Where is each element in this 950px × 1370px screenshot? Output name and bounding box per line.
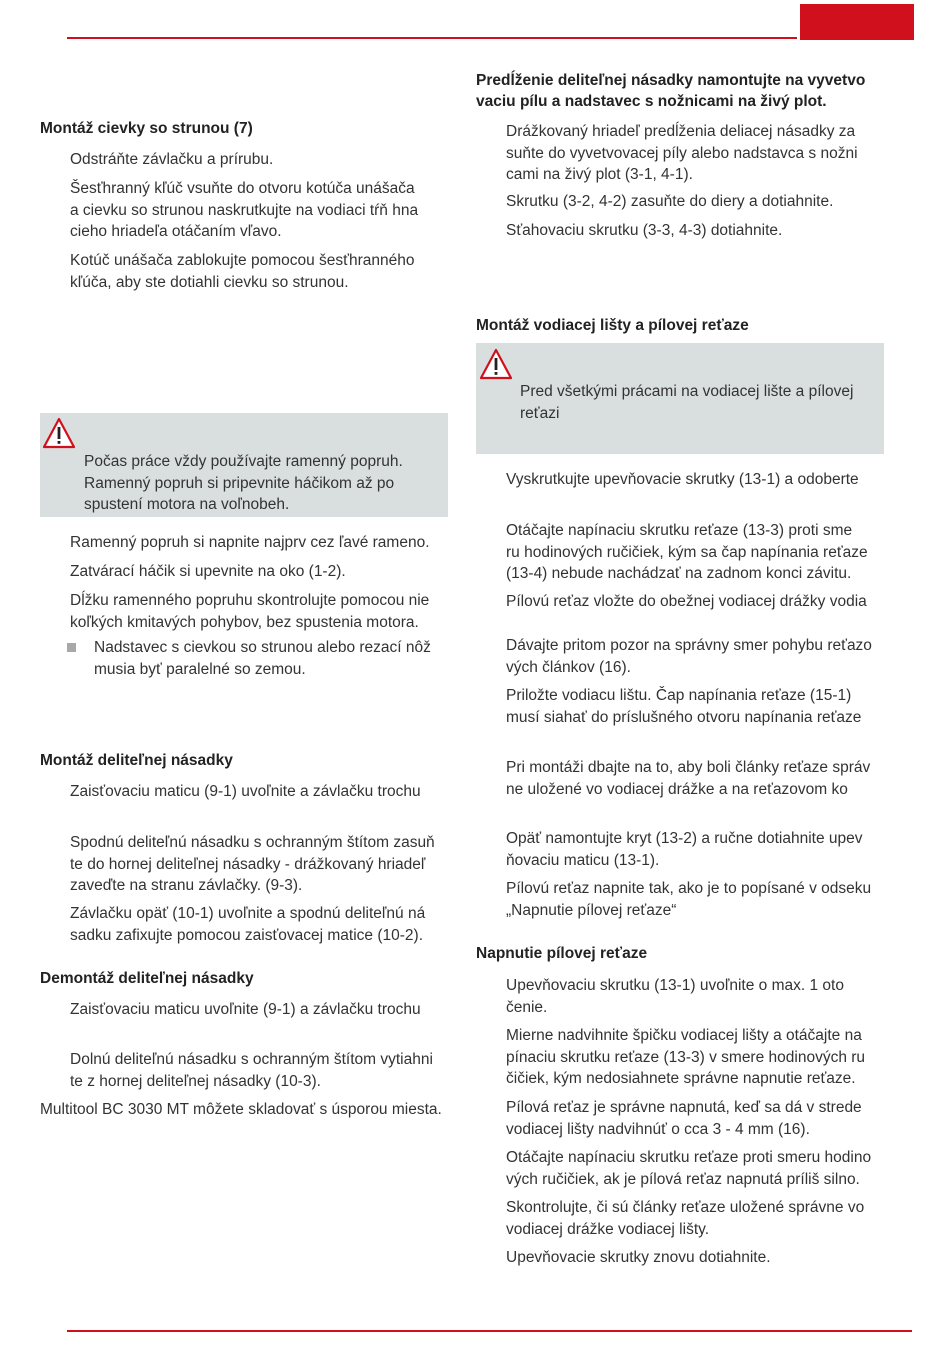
para: Otáčajte napínaciu skrutku reťaze (13-3) proti sme ru hodinových ručičiek, kým sa čap napínania reťaze (13-4) nebude nachádzať na zadnom konci závitu. (506, 522, 868, 582)
para: Skontrolujte, či sú články reťaze uložené správne vo vodiacej drážke vodiacej lišty. (506, 1199, 865, 1238)
bullet-item: Nadstavec s cievkou so strunou alebo rezací nôž musia byť paralelné so zemou. (94, 639, 431, 678)
heading-montaz-delitelnej: Montáž deliteľnej násadky (40, 752, 233, 769)
para: Dĺžku ramenného popruhu skontrolujte pomocou nie koľkých kmitavých pohybov, bez spustenia motora. (70, 592, 430, 631)
footer-rule (67, 1330, 912, 1332)
para: Spodnú deliteľnú násadku s ochranným štítom zasuň te do hornej deliteľnej násadky - drážkovaný hriadeľ zaveďte na stranu závlačky. (9-3). (70, 834, 435, 894)
header-rule (67, 37, 797, 39)
warning-box (476, 343, 884, 454)
warning-triangle-icon (42, 417, 76, 449)
warning-text: Pred všetkými prácami na vodiacej lište a pílovej reťazi (520, 383, 854, 422)
para: Pílová reťaz je správne napnutá, keď sa dá v strede vodiacej lišty nadvihnúť o cca 3 - 4 mm (16). (506, 1099, 862, 1138)
heading-predlzenie: Predĺženie deliteľnej násadky namontujte na vyvetvo vaciu pílu a nadstavec s nožnicami na živý plot. (476, 72, 866, 110)
para: Opäť namontujte kryt (13-2) a ručne dotiahnite upev ňovaciu maticu (13-1). (506, 830, 863, 869)
warning-box (40, 413, 448, 517)
para: Pílovú reťaz napnite tak, ako je to popísané v odseku „Napnutie pílovej reťaze“ (506, 880, 872, 919)
para: Zaisťovaciu maticu uvoľnite (9-1) a závlačku trochu (70, 1001, 421, 1018)
para: Dolnú deliteľnú násadku s ochranným štítom vytiahni te z hornej deliteľnej násadky (10-3). (70, 1051, 433, 1090)
warning-text: Počas práce vždy používajte ramenný popruh. Ramenný popruh si pripevnite háčikom až po spustení motora na voľnobeh. (84, 453, 403, 513)
para: Závlačku opäť (10-1) uvoľnite a spodnú deliteľnú ná sadku zafixujte pomocou zaisťovacej matice (10-2). (70, 905, 426, 944)
warning-triangle-icon (479, 348, 513, 380)
para: Pílovú reťaz vložte do obežnej vodiacej drážky vodia (506, 593, 867, 610)
para: Multitool BC 3030 MT môžete skladovať s úsporou miesta. (40, 1101, 442, 1118)
heading-napnutie: Napnutie pílovej reťaze (476, 945, 648, 962)
para: Šesťhranný kľúč vsuňte do otvoru kotúča unášača a cievku so strunou naskrutkujte na vodiaci tŕň hna cieho hriadeľa otáčaním vľavo. (70, 180, 419, 240)
para: Upevňovacie skrutky znovu dotiahnite. (506, 1249, 771, 1266)
para: Upevňovaciu skrutku (13-1) uvoľnite o max. 1 oto čenie. (506, 977, 844, 1016)
para: Ramenný popruh si napnite najprv cez ľavé rameno. (70, 534, 430, 551)
para: Drážkovaný hriadeľ predĺženia deliacej násadky za suňte do vyvetvovacej píly alebo nadstavca s nožni cami na živý plot (3-1, 4-1). (506, 123, 858, 183)
heading-demontaz: Demontáž deliteľnej násadky (40, 970, 254, 987)
para: Vyskrutkujte upevňovacie skrutky (13-1) a odoberte (506, 471, 859, 488)
para: Sťahovaciu skrutku (3-3, 4-3) dotiahnite. (506, 222, 783, 239)
para: Mierne nadvihnite špičku vodiacej lišty a otáčajte na pínaciu skrutku reťaze (13-3) v smere hodinových ru čičiek, kým nedosiahnete správne napnutie reťaze. (506, 1027, 866, 1087)
para: Priložte vodiacu lištu. Čap napínania reťaze (15-1) musí siahať do príslušného otvoru napínania reťaze (506, 687, 862, 726)
para: Zaisťovaciu maticu (9-1) uvoľnite a závlačku trochu (70, 783, 421, 800)
heading-montaz-listy: Montáž vodiacej lišty a pílovej reťaze (476, 317, 749, 334)
header-tab (800, 4, 914, 40)
para: Pri montáži dbajte na to, aby boli články reťaze správ ne uložené vo vodiacej drážke a na reťazovom ko (506, 759, 871, 798)
para: Kotúč unášača zablokujte pomocou šesťhranného kľúča, aby ste dotiahli cievku so strunou. (70, 252, 415, 291)
para: Odstráňte závlačku a prírubu. (70, 151, 274, 168)
square-bullet-icon (67, 643, 76, 652)
para: Skrutku (3-2, 4-2) zasuňte do diery a dotiahnite. (506, 193, 834, 210)
para: Dávajte pritom pozor na správny smer pohybu reťazo vých článkov (16). (506, 637, 872, 676)
para: Otáčajte napínaciu skrutku reťaze proti smeru hodino vých ručičiek, ak je pílová reťaz napnutá príliš silno. (506, 1149, 872, 1188)
para: Zatvárací háčik si upevnite na oko (1-2). (70, 563, 346, 580)
heading-montaz-cievky: Montáž cievky so strunou (7) (40, 120, 253, 137)
